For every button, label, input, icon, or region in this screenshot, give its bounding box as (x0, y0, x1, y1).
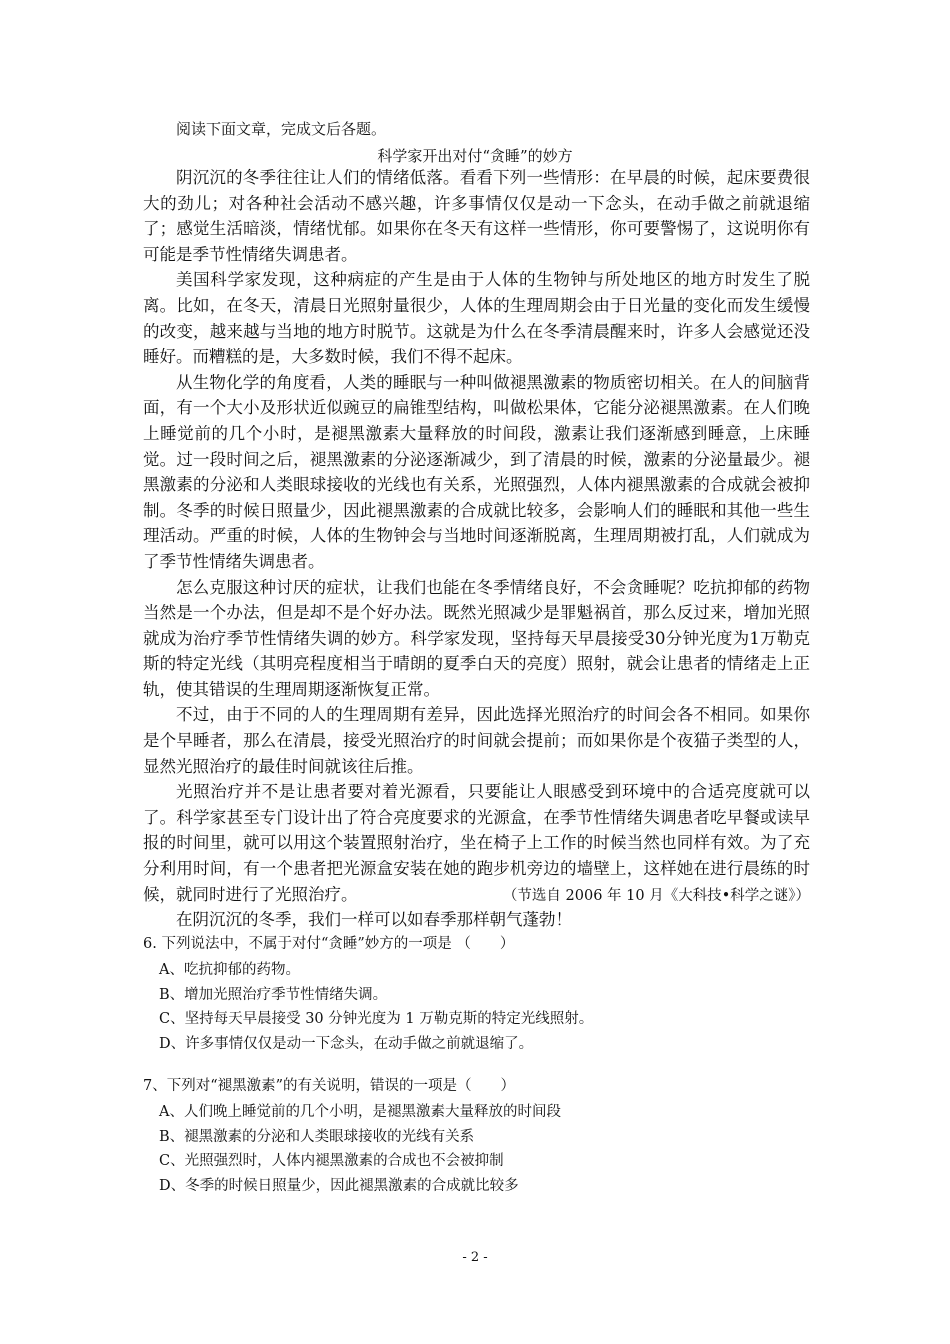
option-c: C、光照强烈时，人体内褪黑激素的合成也不会被抑制 (159, 1153, 504, 1169)
option-b: B、增加光照治疗季节性情绪失调。 (159, 986, 388, 1003)
article-body (143, 165, 810, 933)
article-paragraph: 从生物化学的角度看，人类的睡眠与一种叫做褪黑激素的物质密切相关。在人的间脑背面，有一个大小及形状近似豌豆的扁锥型结构，叫做松果体，它能分泌褪黑激素。在人们晚上睡觉前的几个小时，是褪黑激素大量释放的时间段，激素让我们逐渐感到睡意，上床睡觉。过一段时间之后，褪黑激素的分泌逐渐减少，到了清晨的时候，激素的分泌量最少。褪黑激素的分泌和人类眼球接收的光线也有关系，光照强烈，人体内褪黑激素的合成就会被抑制。冬季的时候日照量少，因此褪黑激素的合成就比较多，会影响人们的睡眠和其他一些生理活动。严重的时候，人体的生物钟会与当地时间逐渐脱离，生理周期被打乱，人们就成为了季节性情绪失调患者。 (143, 372, 810, 571)
option-d: D、许多事情仅仅是动一下念头，在动手做之前就退缩了。 (159, 1035, 534, 1052)
article-paragraph: 在阴沉沉的冬季，我们一样可以如春季那样朝气蓬勃！ (176, 910, 572, 930)
article-source: （节选自 2006 年 10 月《大科技•科学之谜》） (502, 888, 810, 904)
question-6 (143, 933, 810, 1057)
page-number: - 2 - (462, 1250, 488, 1265)
article-paragraph: 不过，由于不同的人的生理周期有差异，因此选择光照治疗的时间会各不相同。如果你是个早睡者，那么在清晨，接受光照治疗的时间就会提前；而如果你是个夜猫子类型的人，显然光照治疗的最佳时间就该往后推。 (143, 705, 810, 776)
option-d: D、冬季的时候日照量少，因此褪黑激素的合成就比较多 (159, 1177, 519, 1194)
question-stem: 7、下列对“褪黑激素”的有关说明，错误的一项是（ ） (143, 1078, 516, 1094)
question-stem: 6. 下列说法中，不属于对付“贪睡”妙方的一项是 （ ） (143, 936, 515, 952)
article-title: 科学家开出对付“贪睡”的妙方 (377, 147, 573, 165)
reading-instruction: 阅读下面文章，完成文后各题。 (176, 120, 387, 138)
article-paragraph: 怎么克服这种讨厌的症状，让我们也能在冬季情绪良好，不会贪睡呢？吃抗抑郁的药物当然是一个办法，但是却不是个好办法。既然光照减少是罪魁祸首，那么反过来，增加光照就成为治疗季节性情绪失调的妙方。科学家发现，坚持每天早晨接受30分钟光度为1万勒克斯的特定光线（其明亮程度相当于晴朗的夏季白天的亮度）照射，就会让患者的情绪走上正轨，使其错误的生理周期逐渐恢复正常。 (143, 577, 810, 699)
option-c: C、坚持每天早晨接受 30 分钟光度为 1 万勒克斯的特定光线照射。 (159, 1011, 594, 1027)
article-paragraph: 美国科学家发现，这种病症的产生是由于人体的生物钟与所处地区的地方时发生了脱离。比如，在冬天，清晨日光照射量很少，人体的生理周期会由于日光量的变化而发生缓慢的改变，越来越与当地的地方时脱节。这就是为什么在冬季清晨醒来时，许多人会感觉还没睡好。而糟糕的是，大多数时候，我们不得不起床。 (143, 270, 810, 367)
question-7 (143, 1075, 810, 1199)
article-paragraph: 光照治疗并不是让患者要对着光源看，只要能让人眼感受到环境中的合适亮度就可以了。科学家甚至专门设计出了符合亮度要求的光源盒，在季节性情绪失调患者吃早餐或读早报的时间里，就可以用这个装置照射治疗，坐在椅子上工作的时候当然也同样有效。为了充分利用时间，有一个患者把光源盒安装在她的跑步机旁边的墙壁上，这样她在进行晨练的时候，就同时进行了光照治疗。 (143, 782, 810, 904)
option-a: A、人们晚上睡觉前的几个小明，是褪黑激素大量释放的时间段 (159, 1104, 561, 1120)
article-paragraph: 阴沉沉的冬季往往让人们的情绪低落。看看下列一些情形：在早晨的时候，起床要费很大的劲儿；对各种社会活动不感兴趣，许多事情仅仅是动一下念头，在动手做之前就退缩了；感觉生活暗淡，情绪忧郁。如果你在冬天有这样一些情形，你可要警惕了，这说明你有可能是季节性情绪失调患者。 (143, 168, 810, 264)
option-a: A、吃抗抑郁的药物。 (159, 962, 300, 978)
option-b: B、褪黑激素的分泌和人类眼球接收的光线有关系 (159, 1128, 475, 1145)
